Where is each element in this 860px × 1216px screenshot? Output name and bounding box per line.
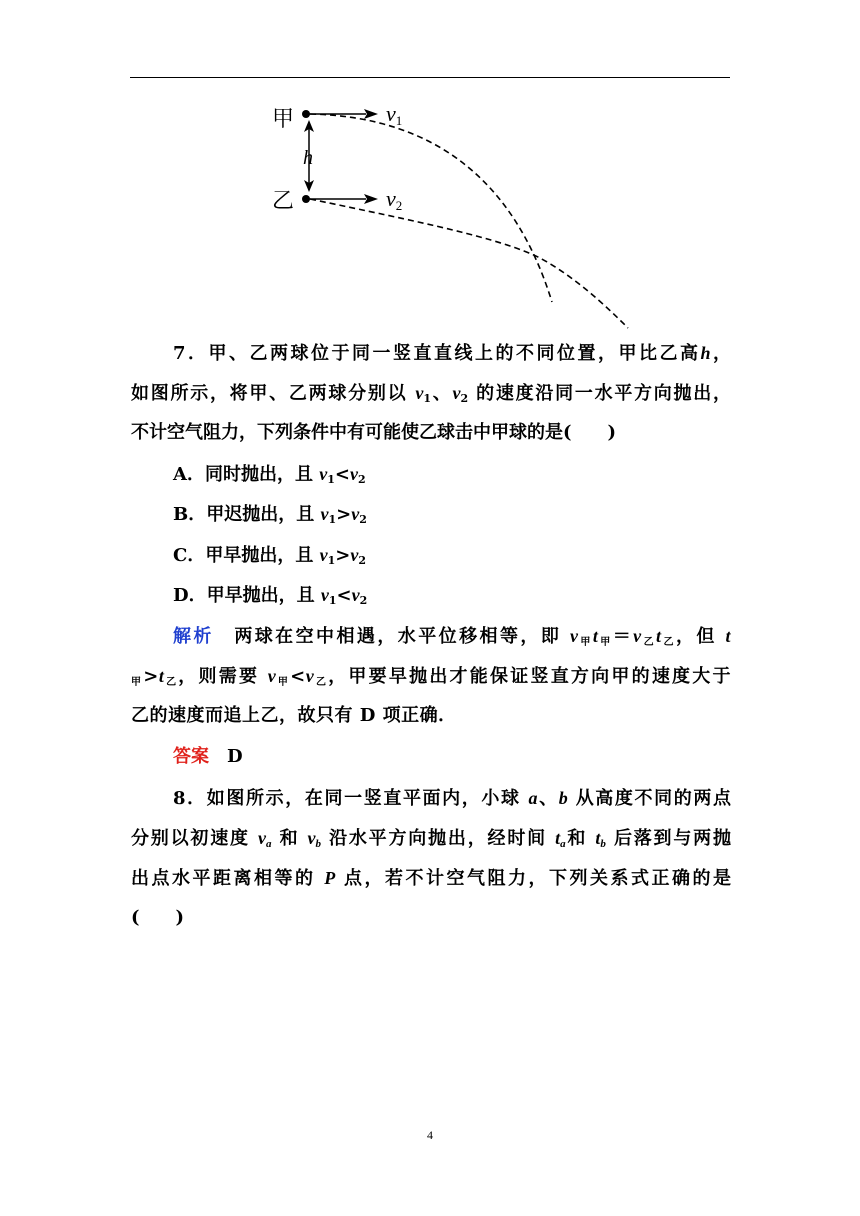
analysis-line-2: 甲>t乙，则需要 v甲<v乙，甲要早抛出才能保证竖直方向甲的速度大于 bbox=[131, 666, 732, 688]
answer-line bbox=[131, 737, 731, 777]
answer-value: D bbox=[227, 746, 243, 767]
q8-line-4: ( ) bbox=[131, 907, 185, 928]
option-b: B．甲迟抛出，且 $v_1>v_2$ bbox=[173, 504, 367, 526]
q8-line-2: 分别以初速度 $v_a$ 和 $v_b$ 沿水平方向抛出，经时间 $t_a$和 $t_b$ 后落到与两抛 bbox=[131, 828, 731, 850]
option-d: D．甲早抛出，且 $v_1<v_2$ bbox=[173, 585, 368, 607]
trajectory-yi bbox=[310, 199, 628, 328]
label-jia: 甲 bbox=[272, 107, 295, 132]
label-yi: 乙 bbox=[272, 189, 295, 214]
option-c: C．甲早抛出，且 $v_1>v_2$ bbox=[173, 545, 367, 567]
page-number: 4 bbox=[427, 1128, 433, 1142]
label-h: h bbox=[303, 147, 313, 169]
arrow-v1-head bbox=[364, 109, 378, 119]
label-v2: v2 bbox=[386, 186, 403, 213]
q7-line-2: 如图所示，将甲、乙两球分别以 $v_1$、$v_2$ 的速度沿同一水平方向抛出， bbox=[131, 383, 732, 405]
analysis-label: 解析 bbox=[173, 626, 214, 647]
projectile-figure bbox=[262, 92, 642, 337]
q8-line-3: 出点水平距离相等的 P 点，若不计空气阻力，下列关系式正确的是 bbox=[131, 868, 731, 889]
q8-line-1: 8．如图所示，在同一竖直平面内，小球 a、b 从高度不同的两点 bbox=[173, 788, 732, 809]
header-rule bbox=[130, 77, 730, 78]
arrow-v2-head bbox=[364, 194, 378, 204]
q7-line-1: 7．甲、乙两球位于同一竖直直线上的不同位置，甲比乙高h， bbox=[173, 343, 732, 364]
analysis-line-1: 解析 两球在空中相遇，水平位移相等，即 v甲t甲＝v乙t乙，但 t bbox=[173, 626, 732, 648]
q7-line-3: 不计空气阻力，下列条件中有可能使乙球击中甲球的是( ) bbox=[131, 422, 617, 443]
label-v1: v1 bbox=[386, 101, 403, 128]
option-a: A．同时抛出，且 $v_1<v_2$ bbox=[173, 464, 366, 486]
analysis-line-3: 乙的速度而追上乙，故只有 D 项正确． bbox=[131, 705, 457, 726]
trajectory-jia bbox=[310, 114, 552, 302]
answer-label: 答案 bbox=[173, 746, 209, 767]
